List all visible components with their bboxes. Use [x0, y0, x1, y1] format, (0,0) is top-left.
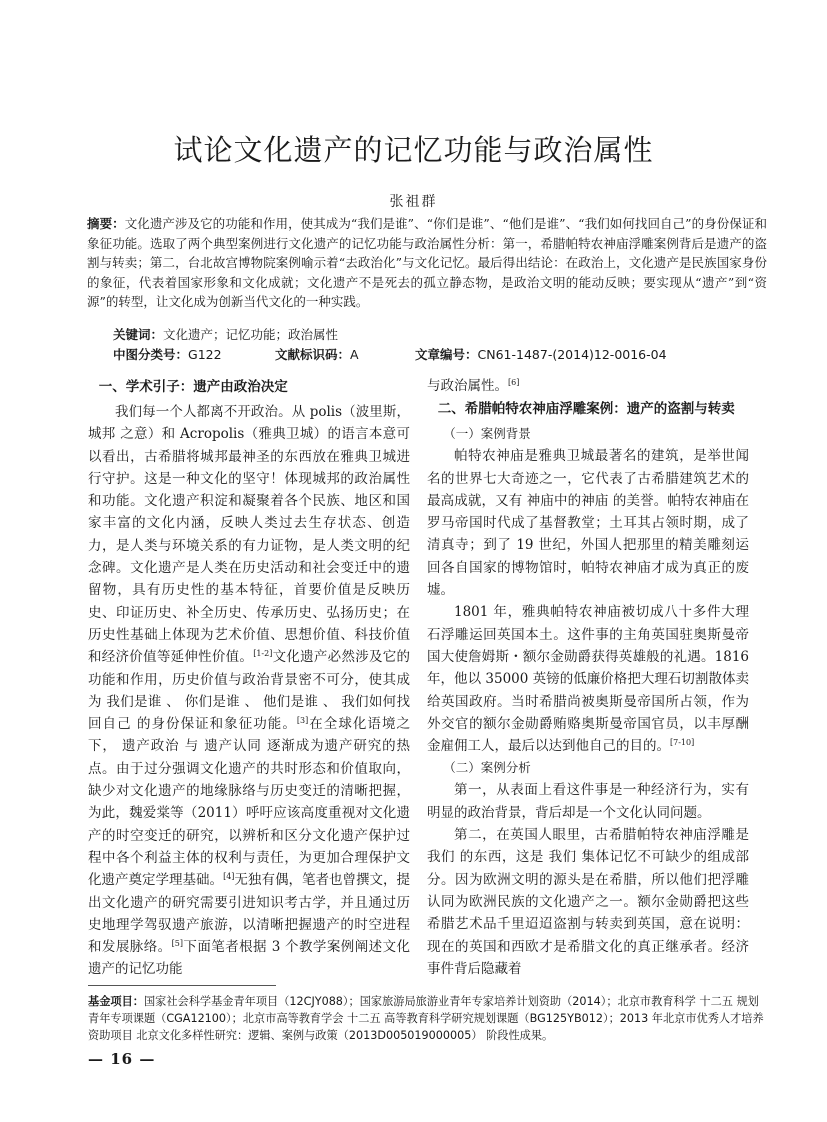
page-number: — 16 — — [88, 1050, 156, 1068]
body-paragraph-continued: 与政治属性。[6] — [427, 378, 520, 394]
body-paragraph-5: 第二，在英国人眼里，古希腊帕特农神庙浮雕是 我们 的东西，这是 我们 集体记忆不可缺少的组成部分。因为欧洲文明的源头是在希腊，所以他们把浮雕认同为欧洲民族的文化遗产之一。额尔金勋爵把这些希腊艺术品千里迢迢盗割与转卖到英国，意在说明：现在的英国和西欧才是希腊文化的真正继承者。经济事件背后隐藏着 — [427, 827, 749, 977]
funding-text: 国家社会科学基金青年项目（12CJY088）；国家旅游局旅游业青年专家培养计划资助（2014）；北京市教育科学 十二五 规划青年专项课题（CGA12100）；北京市高等教育学会 十二五 高等教育科学研究规划课题（BG125YB012）；2013 年北京市优秀人才培养资助项目 北京文化多样性研究：逻辑、案例与政策（2013D005019000005） 阶段性成果。 — [88, 995, 764, 1042]
document-code: 文献标识码：A — [275, 347, 359, 362]
keywords — [113, 326, 767, 344]
subsection-heading-2: （二）案例分析 — [443, 760, 531, 776]
keywords-label: 关键词： — [113, 327, 164, 342]
citation: [3] — [296, 716, 309, 726]
author-name: 张祖群 — [389, 194, 438, 210]
body-paragraph-3: 1801 年，雅典帕特农神庙被切成八十多件大理石浮雕运回英国本土。这件事的主角英国驻奥斯曼帝国大使詹姆斯・额尔金勋爵获得英雄般的礼遇。1816 年，他以 35000 英镑的低廉价格把大理石切割散体卖给英国政府。当时希腊尚被奥斯曼帝国所占领，作为外交官的额尔金勋爵贿赂奥斯曼帝国官员，以丰厚酬金雇佣工人，最后以达到他自己的目的。[7-10] — [427, 604, 749, 755]
citation: [7-10] — [670, 738, 695, 748]
body-paragraph-2: 帕特农神庙是雅典卫城最著名的建筑，是举世闻名的世界七大奇迹之一，它代表了古希腊建筑艺术的最高成就，又有 神庙中的神庙 的美誉。帕特农神庙在罗马帝国时代成了基督教堂；土耳其占领时期，成了清真寺；到了 19 世纪，外国人把那里的精美雕刻运回各自国家的博物馆时，帕特农神庙才成为真正的废墟。 — [427, 448, 749, 599]
footnote-divider — [88, 985, 276, 986]
keywords-text: 文化遗产；记忆功能；政治属性 — [163, 327, 339, 342]
right-column — [427, 375, 749, 977]
body-paragraph-1: 我们每一个人都离不开政治。从 polis（波里斯，城邦 之意）和 Acropolis（雅典卫城）的语言本意可以看出，古希腊将城邦最神圣的东西放在雅典卫城进行守护。这是一种文化的坚守！体现城邦的政治属性和功能。文化遗产积淀和凝聚着各个民族、地区和国家丰富的文化内涵，反映人类过去生存状态、创造力，是人类与环境关系的有力证物，是人类文明的纪念碑。文化遗产是人类在历史活动和社会变迁中的遗留物，具有历史性的基本特征，首要价值是反映历史、印证历史、补全历史、传承历史、弘扬历史；在历史性基础上体现为艺术价值、思想价值、科技价值和经济价值等延伸性价值。[1-2]文化遗产必然涉及它的功能和作用，历史价值与政治背景密不可分，使其成为 我们是谁 、 你们是谁 、 他们是谁 、 我们如何找回自己 的身份保证和象征功能。[3]在全球化语境之下， 遗产政治 与 遗产认同 逐渐成为遗产研究的热点。由于过分强调文化遗产的共时形态和价值取向，缺少对文化遗产的地缘脉络与历史变迁的清晰把握，为此，魏爱棠等（2011）呼吁应该高度重视对文化遗产的时空变迁的研究，以辨析和区分文化遗产保护过程中各个利益主体的权利与责任，为更加合理保护文化遗产奠定学理基础。[4]无独有偶，笔者也曾撰文，提出文化遗产的研究需要引进知识考古学，并且通过历史地理学驾驭遗产旅游，以清晰把握遗产的时空进程和发展脉络。[5]下面笔者根据 3 个教学案例阐述文化遗产的记忆功能 — [88, 404, 411, 978]
subsection-heading-1: （一）案例背景 — [443, 426, 531, 442]
funding-label: 基金项目： — [88, 995, 144, 1008]
section-heading-2: 二、希腊帕特农神庙浮雕案例：遗产的盗割与转卖 — [437, 401, 735, 418]
clc-number: 中图分类号：G122 — [113, 347, 222, 362]
left-column — [88, 375, 411, 978]
citation: [1-2] — [253, 649, 273, 659]
article-title: 试论文化遗产的记忆功能与政治属性 — [173, 133, 654, 167]
citation: [4] — [223, 872, 235, 882]
abstract — [87, 214, 767, 312]
funding-note — [88, 993, 768, 1044]
citation: [5] — [171, 939, 183, 949]
body-paragraph-4: 第一，从表面上看这件事是一种经济行为，实有明显的政治背景，背后却是一个文化认同问题。 — [427, 782, 749, 821]
section-heading-1: 一、学术引子：遗产由政治决定 — [98, 379, 288, 395]
abstract-label: 摘要： — [87, 216, 125, 231]
citation: [6] — [508, 378, 520, 387]
article-number: 文章编号：CN61-1487-(2014)12-0016-04 — [415, 347, 667, 362]
abstract-text: 文化遗产涉及它的功能和作用，使其成为“我们是谁”、“你们是谁”、“他们是谁”、“我们如何找回自己”的身份保证和象征功能。选取了两个典型案例进行文化遗产的记忆功能与政治属性分析：第一，希腊帕特农神庙浮雕案例背后是遗产的盗割与转卖；第二，台北故宫博物院案例喻示着“去政治化”与文化记忆。最后得出结论：在政治上，文化遗产是民族国家身份的象征，代表着国家形象和文化成就；文化遗产不是死去的孤立静态物，是政治文明的能动反映；要实现从“遗产”到“资源”的转型，让文化成为创新当代文化的一种实践。 — [87, 216, 767, 309]
